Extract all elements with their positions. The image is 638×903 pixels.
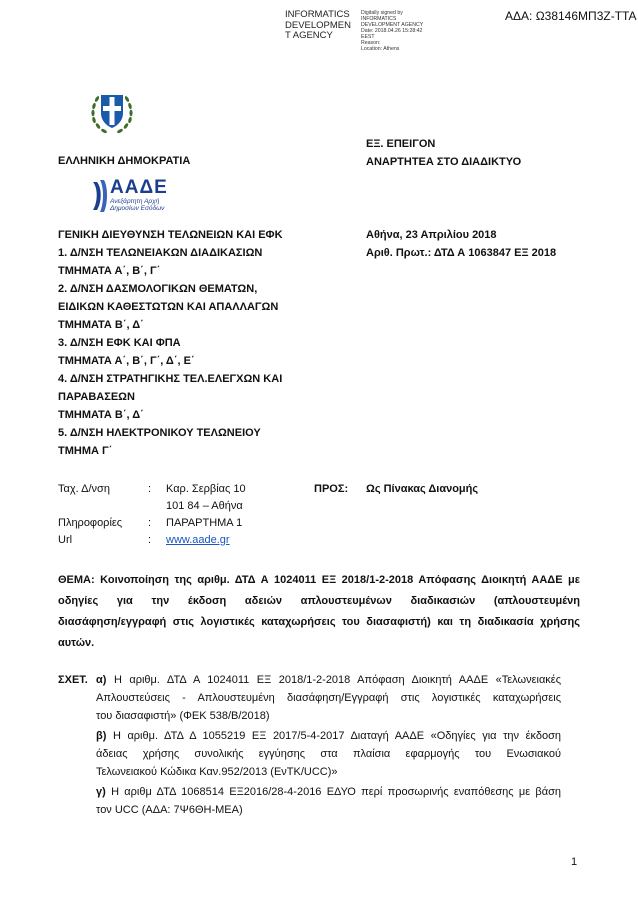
department-line: ΤΜΗΜΑΤΑ Α΄, Β΄, Γ΄, Δ΄, Ε΄ bbox=[58, 355, 195, 367]
reference-letter: γ) bbox=[96, 786, 106, 798]
reference-item bbox=[96, 783, 561, 819]
subject-line: οδηγίες για την έκδοση αδειών απλουστευμένων διαδικασιών (απλουστευμένη bbox=[58, 595, 580, 607]
subject-line: διασάφηση/εγγραφή στις λογιστικές καταχωρήσεις του διασαφιστή) και τη διαδικασία χρήσης bbox=[58, 616, 580, 628]
info-colon: : bbox=[148, 517, 152, 529]
urgent-label: ΕΞ. ΕΠΕΙΓΟΝ bbox=[366, 138, 436, 150]
department-line: ΕΙΔΙΚΩΝ ΚΑΘΕΣΤΩΤΩΝ ΚΑΙ ΑΠΑΛΛΑΓΩΝ bbox=[58, 301, 279, 313]
reference-item bbox=[96, 727, 561, 781]
aade-logo-mark-icon bbox=[90, 178, 108, 214]
address-line1: Καρ. Σερβίας 10 bbox=[166, 483, 246, 495]
aade-logo-sub2: Δημοσίων Εσόδων bbox=[110, 205, 165, 212]
references-label: ΣΧΕΤ. bbox=[58, 674, 88, 686]
signature-detail-line: EEST bbox=[361, 34, 375, 40]
reference-line: άδειας χρήσης συνολικής εγγύησης στα πλαίσια εφαρμογής του Ενωσιακού bbox=[96, 748, 561, 760]
aade-logo-text: ΑΑΔΕ bbox=[110, 177, 168, 198]
recipient-value: Ως Πίνακας Διανομής bbox=[366, 483, 479, 495]
protocol-number: Αριθ. Πρωτ.: ΔΤΔ Α 1063847 ΕΞ 2018 bbox=[366, 247, 557, 259]
reference-text: Η αριθμ. ΔΤΔ Δ 1055219 ΕΞ 2017/5-4-2017 Διαταγή ΑΑΔΕ «Οδηγίες για την έκδοση bbox=[112, 730, 561, 742]
department-line: ΤΜΗΜΑΤΑ Β΄, Δ΄ bbox=[58, 409, 144, 421]
signature-detail-line: DEVELOPMENT AGENCY bbox=[361, 22, 424, 28]
subject-line: αυτών. bbox=[58, 637, 95, 649]
reference-line: τον UCC (ΑΔΑ: 7Ψ6ΘΗ-ΜΕΑ) bbox=[96, 804, 243, 816]
subject-line: ΘΕΜΑ: Κοινοποίηση της αριθμ. ΔΤΔ Α 1024011 ΕΞ 2018/1-2-2018 Απόφασης Διοικητή ΑΑΔΕ με bbox=[58, 574, 580, 586]
reference-line bbox=[96, 783, 561, 801]
reference-text: Η αριθμ. ΔΤΔ Α 1024011 ΕΞ 2018/1-2-2018 Απόφαση Διοικητή ΑΑΔΕ «Τελωνειακές bbox=[113, 674, 562, 686]
info-label: Πληροφορίες bbox=[58, 517, 123, 529]
address-line2: 101 84 – Αθήνα bbox=[166, 500, 243, 512]
address-colon: : bbox=[148, 483, 152, 495]
departments-list bbox=[58, 226, 283, 460]
reference-letter: α) bbox=[96, 674, 107, 686]
info-value: ΠΑΡΑΡΤΗΜΑ 1 bbox=[166, 517, 243, 529]
reference-line: του διασαφιστή» (ΦΕΚ 538/Β/2018) bbox=[96, 710, 270, 722]
department-line: ΤΜΗΜΑΤΑ Α΄, Β΄, Γ΄ bbox=[58, 265, 161, 277]
website-link[interactable]: www.aade.gr bbox=[166, 534, 230, 546]
reference-line: Τελωνειακού Κώδικα Καν.952/2013 (ΕνΤΚ/UCC)» bbox=[96, 766, 338, 778]
url-label: Url bbox=[58, 534, 73, 546]
reference-line bbox=[96, 671, 561, 689]
department-line: 5. Δ/ΝΣΗ ΗΛΕΚΤΡΟΝΙΚΟΥ ΤΕΛΩΝΕΙΟΥ bbox=[58, 427, 261, 439]
post-online-label: ΑΝΑΡΤΗΤΕΑ ΣΤΟ ΔΙΑΔΙΚΤΥΟ bbox=[366, 156, 522, 168]
reference-text: Η αριθμ ΔΤΔ 1068514 ΕΞ2016/28-4-2016 ΕΔΥΟ περί προσωρινής εναπόθεσης με βάση bbox=[111, 786, 561, 798]
date-protocol bbox=[366, 226, 556, 262]
signature-org-line: T AGENCY bbox=[285, 30, 333, 41]
subject bbox=[58, 570, 580, 654]
reference-letter: β) bbox=[96, 730, 107, 742]
signature-detail-line: Date: 2018.04.26 15:28:42 bbox=[361, 28, 423, 34]
recipient-label: ΠΡΟΣ: bbox=[314, 483, 349, 495]
department-line: 1. Δ/ΝΣΗ ΤΕΛΩΝΕΙΑΚΩΝ ΔΙΑΔΙΚΑΣΙΩΝ bbox=[58, 247, 263, 259]
department-line: 2. Δ/ΝΣΗ ΔΑΣΜΟΛΟΓΙΚΩΝ ΘΕΜΑΤΩΝ, bbox=[58, 283, 258, 295]
signature-detail-line: INFORMATICS bbox=[361, 16, 397, 22]
aade-logo bbox=[90, 178, 180, 214]
department-line: ΤΜΗΜΑ Γ΄ bbox=[58, 445, 113, 457]
republic-title: ΕΛΛΗΝΙΚΗ ΔΗΜΟΚΡΑΤΙΑ bbox=[58, 155, 191, 167]
reference-line: Απλουστεύσεις - Απλουστευμένη διασάφηση/Εγγραφή στις λογιστικές καταχωρήσεις bbox=[96, 692, 561, 704]
signature-details bbox=[361, 10, 423, 52]
address-label: Ταχ. Δ/νση bbox=[58, 483, 110, 495]
department-line: 3. Δ/ΝΣΗ ΕΦΚ ΚΑΙ ΦΠΑ bbox=[58, 337, 181, 349]
signature-org-line: DEVELOPMEN bbox=[285, 19, 351, 31]
reference-line bbox=[96, 727, 561, 745]
page-number: 1 bbox=[571, 856, 578, 868]
signature-detail-line: Location: Athens bbox=[361, 46, 400, 52]
department-line: ΤΜΗΜΑΤΑ Β΄, Δ΄ bbox=[58, 319, 144, 331]
ada-code: ΑΔΑ: Ω38146ΜΠ3Ζ-ΤΤΑ bbox=[505, 9, 637, 23]
signature-detail-line: Digitally signed by bbox=[361, 10, 403, 16]
reference-item bbox=[96, 671, 561, 725]
department-line: ΠΑΡΑΒΑΣΕΩΝ bbox=[58, 391, 135, 403]
department-line: ΓΕΝΙΚΗ ΔΙΕΥΘΥΝΣΗ ΤΕΛΩΝΕΙΩΝ ΚΑΙ ΕΦΚ bbox=[58, 229, 283, 241]
department-line: 4. Δ/ΝΣΗ ΣΤΡΑΤΗΓΙΚΗΣ ΤΕΛ.ΕΛΕΓΧΩΝ ΚΑΙ bbox=[58, 373, 283, 385]
aade-logo-sub1: Ανεξάρτητη Αρχή bbox=[110, 198, 160, 205]
signature-org-line: INFORMATICS bbox=[285, 9, 350, 20]
url-colon: : bbox=[148, 534, 152, 546]
document-date: Αθήνα, 23 Απριλίου 2018 bbox=[366, 229, 497, 241]
signature-detail-line: Reason: bbox=[361, 40, 381, 46]
greek-emblem-icon bbox=[87, 85, 137, 137]
signature-org bbox=[285, 10, 357, 42]
